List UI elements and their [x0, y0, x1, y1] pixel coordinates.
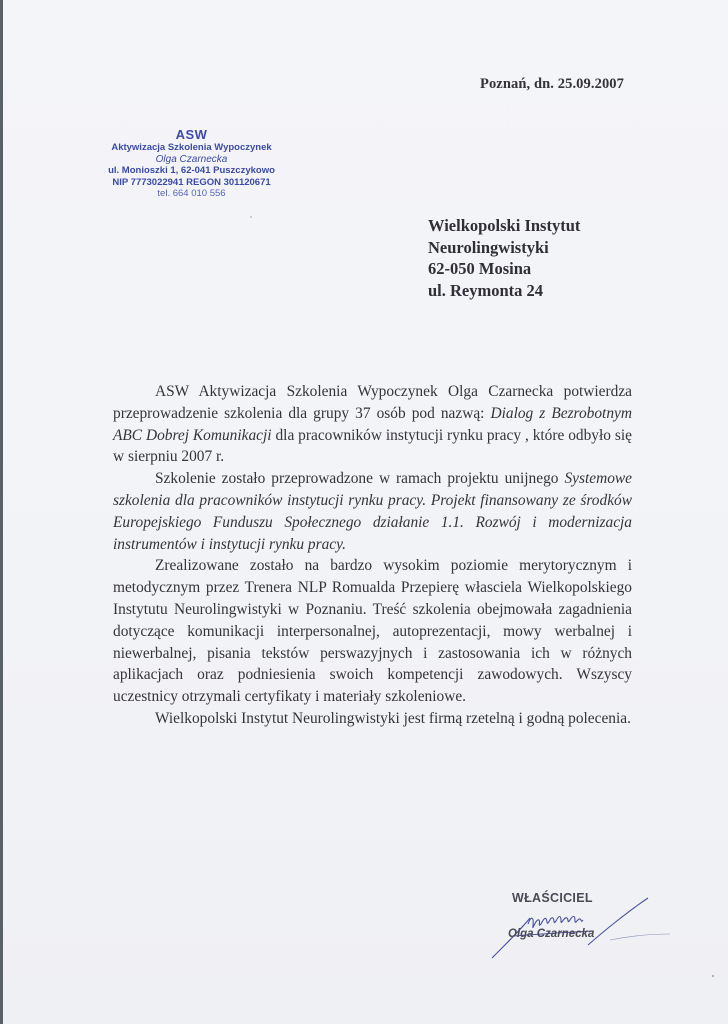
scan-edge-shadow — [0, 0, 3, 1024]
project-name: Systemowe szkolenia dla pracowników instytucji rynku pracy. Projekt finansowany ze środków Europejskiego Funduszu Społecznego działanie 1.1. Rozwój i modernizacja instrumentów i instytucji rynku pracy. — [113, 470, 632, 553]
paragraph-2-text-a: Szkolenie zostało przeprowadzone w ramach projektu unijnego — [155, 470, 565, 488]
paragraph-1-text-c: dla pracowników instytucji rynku pracy , które odbyło się w sierpniu 2007 r. — [113, 426, 632, 466]
scan-speck — [250, 216, 252, 218]
scan-speck — [712, 975, 714, 977]
recipient-line-1: Wielkopolski Instytut — [428, 216, 581, 235]
paragraph-recommendation: Wielkopolski Instytut Neurolingwistyki jest firmą rzetelną i godną polecenia. — [155, 709, 631, 727]
stamp-owner-name: Olga Czarnecka — [155, 153, 228, 165]
stamp-tax-ids: NIP 7773022941 REGON 301120671 — [112, 176, 271, 188]
recipient-line-3: 62-050 Mosina — [428, 259, 532, 278]
signature-name: Olga Czarnecka — [508, 928, 595, 940]
date-line: Poznań, dn. 25.09.2007 — [480, 76, 624, 92]
recipient-address — [428, 215, 580, 301]
recipient-line-2: Neurolingwistyki — [428, 237, 549, 257]
paragraph-1-text-a: ASW Aktywizacja Szkolenia Wypoczynek Olga Czarnecka potwierdza przeprowadzenie szkolenia dla grupy 37 osób pod nazwą: — [113, 383, 632, 422]
stamp-phone: tel. 664 010 556 — [157, 188, 226, 199]
signature-title: WŁAŚCICIEL — [512, 891, 593, 905]
company-stamp — [84, 128, 299, 200]
paragraph-project — [113, 468, 632, 555]
signature-block — [470, 890, 670, 970]
paragraph-details: Zrealizowane zostało na bardzo wysokim poziomie merytorycznym i metodycznym przez Trenera NLP Romualda Przepierę własciela Wielkopolskiego Instytutu Neurolingwistyki w Poznaniu. Treść szkolenia obejmowała zagadnienia dotyczące komunikacji interpersonalnej, autoprezentacji, mowy werbalnej i niewerbalnej, pisania tekstów perswazyjnych i zastosowania ich w różnych aplikacjach oraz podniesienia swoich kompetencji zawodowych. Wszyscy uczestnicy otrzymali certyfikaty i materiały szkoleniowe. — [113, 557, 632, 706]
stamp-title: ASW — [175, 127, 208, 142]
letter-body — [113, 381, 632, 730]
training-title: Dialog z Bezrobotnym ABC Dobrej Komunikacji — [113, 404, 632, 444]
recipient-line-4: ul. Reymonta 24 — [428, 280, 544, 300]
paragraph-confirmation — [113, 381, 632, 468]
stamp-company-name: Aktywizacja Szkolenia Wypoczynek — [111, 142, 272, 153]
stamp-address: ul. Monioszki 1, 62-041 Puszczykowo — [108, 165, 275, 176]
